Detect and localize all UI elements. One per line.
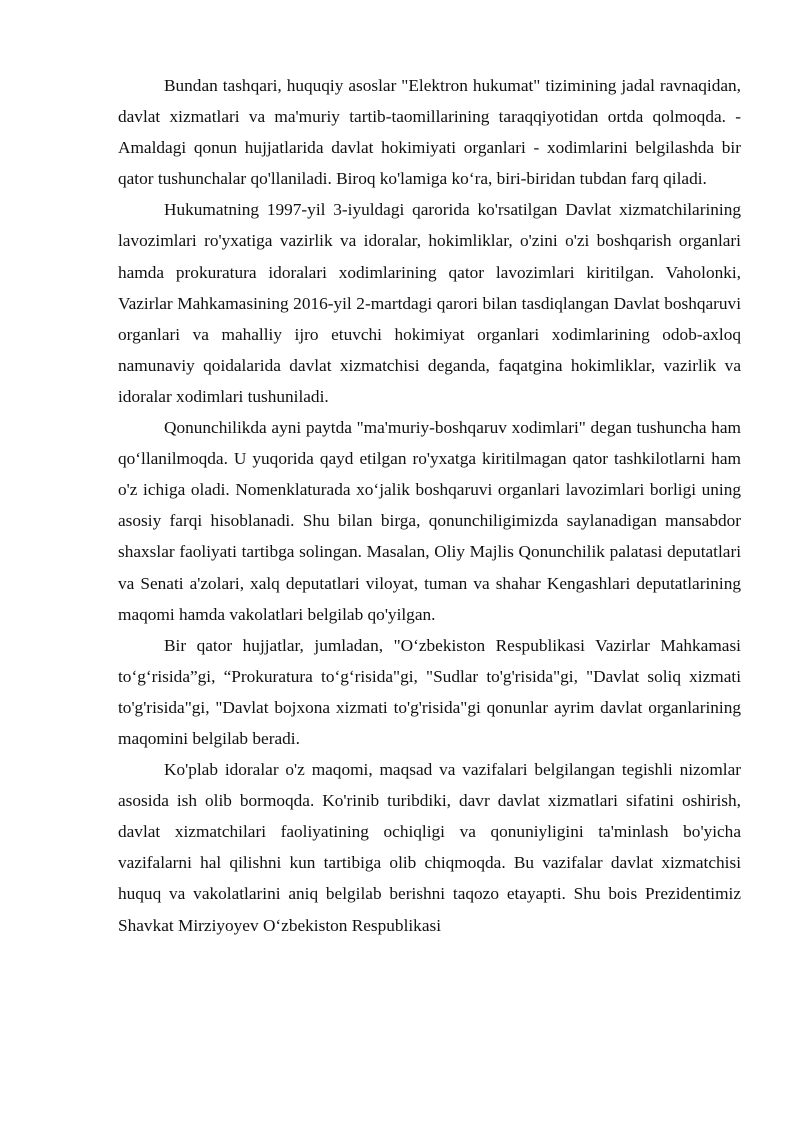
paragraph-1: Bundan tashqari, huquqiy asoslar "Elektron hukumat" tizimining jadal ravnaqidan, davlat xizmatlari va ma'muriy tartib-taomillarining taraqqiyotidan ortda qolmoqda. - Amaldagi qonun hujjatlarida davlat hokimiyati organlari - xodimlarini belgilashda bir qator tushunchalar qo'llaniladi. Biroq ko'lamiga koʻra, biri-biridan tubdan farq qiladi. — [118, 76, 741, 189]
paragraph-5: Ko'plab idoralar o'z maqomi, maqsad va vazifalari belgilangan tegishli nizomlar asosida ish olib bormoqda. Ko'rinib turibdiki, davr davlat xizmatlari sifatini oshirish, davlat xizmatchilari faoliyatining ochiqligi va qonuniyligini ta'minlash bo'yicha vazifalarni hal qilishni kun tartibiga olib chiqmoqda. Bu vazifalar davlat xizmatchisi huquq va vakolatlarini aniq belgilab berishni taqozo etayapti. Shu bois Prezidentimiz Shavkat Mirziyoyev Oʻzbekiston Respublikasi — [118, 760, 741, 935]
paragraph-4: Bir qator hujjatlar, jumladan, "Oʻzbekiston Respublikasi Vazirlar Mahkamasi toʻgʻrisida”gi, “Prokuratura toʻgʻrisida"gi, "Sudlar to'g'risida"gi, "Davlat soliq xizmati to'g'risida"gi, "Davlat bojxona xizmati to'g'risida"gi qonunlar ayrim davlat organlarining maqomini belgilab beradi. — [118, 635, 741, 748]
document-page — [118, 70, 741, 941]
paragraph-3: Qonunchilikda ayni paytda "ma'muriy-boshqaruv xodimlari" degan tushuncha ham qoʻllanilmoqda. U yuqorida qayd etilgan ro'yxatga kiritilmagan qator tashkilotlarni ham o'z ichiga oladi. Nomenklaturada xoʻjalik boshqaruvi organlari lavozimlari borligi uning asosiy farqi hisoblanadi. Shu bilan birga, qonunchiligimizda saylanadigan mansabdor shaxslar faoliyati tartibga solingan. Masalan, Oliy Majlis Qonunchilik palatasi deputatlari va Senati a'zolari, xalq deputatlari viloyat, tuman va shahar Kengashlari deputatlarining maqomi hamda vakolatlari belgilab qo'yilgan. — [118, 418, 741, 624]
paragraph-2: Hukumatning 1997-yil 3-iyuldagi qarorida ko'rsatilgan Davlat xizmatchilarining lavozimlari ro'yxatiga vazirlik va idoralar, hokimliklar, o'zini o'zi boshqarish organlari hamda prokuratura idoralari xodimlarining qator lavozimlari kiritilgan. Vaholonki, Vazirlar Mahkamasining 2016-yil 2-martdagi qarori bilan tasdiqlangan Davlat boshqaruvi organlari va mahalliy ijro etuvchi hokimiyat organlari xodimlarining odob-axloq namunaviy qoidalarida davlat xizmatchisi deganda, faqatgina hokimliklar, vazirlik va idoralar xodimlari tushuniladi. — [118, 200, 741, 406]
